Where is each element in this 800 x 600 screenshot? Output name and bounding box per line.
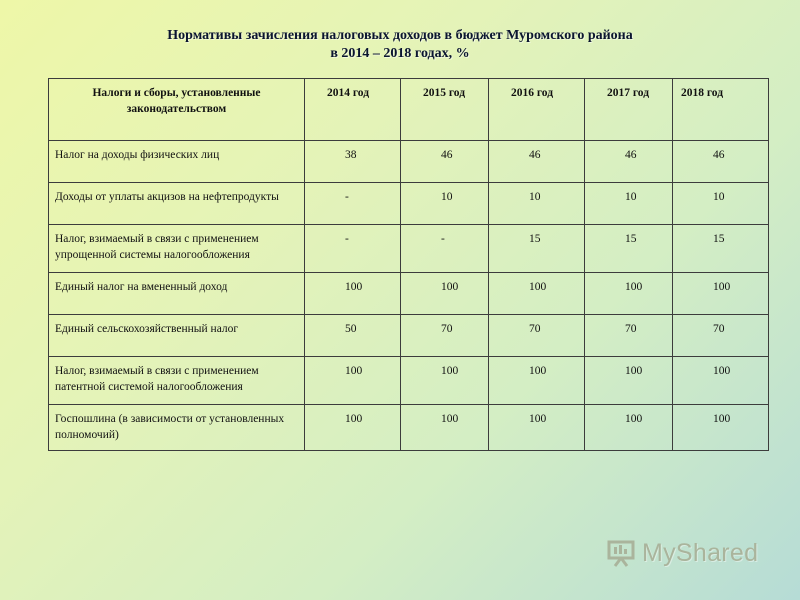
row-name: Госпошлина (в зависимости от установленных полномочий): [49, 405, 305, 451]
cell-value: 100: [585, 273, 673, 315]
page-title: [0, 27, 800, 63]
cell-value: 100: [673, 357, 769, 405]
row-name: Доходы от уплаты акцизов на нефтепродукты: [49, 183, 305, 225]
header-year-2015: 2015 год: [401, 79, 489, 141]
cell-value: -: [401, 225, 489, 273]
row-name: Налог, взимаемый в связи с применением патентной системой налогообложения: [49, 357, 305, 405]
cell-value: 100: [401, 273, 489, 315]
tax-norms-table: [48, 78, 769, 451]
cell-value: 70: [585, 315, 673, 357]
cell-value: 15: [673, 225, 769, 273]
cell-value: 100: [401, 405, 489, 451]
header-taxes: Налоги и сборы, установленные законодательством: [49, 79, 305, 141]
cell-value: 100: [489, 357, 585, 405]
table-row: [49, 273, 769, 315]
header-year-2014: 2014 год: [305, 79, 401, 141]
row-name: Единый налог на вмененный доход: [49, 273, 305, 315]
table-row: [49, 357, 769, 405]
table-row: [49, 315, 769, 357]
watermark-text: MyShared: [642, 538, 759, 567]
cell-value: 100: [305, 357, 401, 405]
cell-value: 100: [401, 357, 489, 405]
cell-value: 10: [673, 183, 769, 225]
cell-value: 100: [673, 405, 769, 451]
cell-value: 46: [401, 141, 489, 183]
header-year-2017: 2017 год: [585, 79, 673, 141]
cell-value: 10: [585, 183, 673, 225]
presentation-board-icon: [606, 538, 636, 568]
cell-value: 50: [305, 315, 401, 357]
title-line-2: в 2014 – 2018 годах, %: [330, 46, 470, 61]
table-header-row: [49, 79, 769, 141]
header-year-2018: 2018 год: [673, 79, 769, 141]
cell-value: 46: [489, 141, 585, 183]
cell-value: 38: [305, 141, 401, 183]
cell-value: 100: [585, 405, 673, 451]
cell-value: 70: [489, 315, 585, 357]
table-row: [49, 183, 769, 225]
table-row: [49, 225, 769, 273]
cell-value: 46: [673, 141, 769, 183]
myshared-watermark[interactable]: [606, 535, 758, 571]
title-line-1: Нормативы зачисления налоговых доходов в бюджет Муромского района: [167, 28, 633, 43]
cell-value: 70: [401, 315, 489, 357]
cell-value: -: [305, 183, 401, 225]
cell-value: 100: [489, 405, 585, 451]
cell-value: 100: [585, 357, 673, 405]
cell-value: 100: [305, 273, 401, 315]
cell-value: 10: [489, 183, 585, 225]
table-row: [49, 405, 769, 451]
cell-value: 15: [489, 225, 585, 273]
cell-value: 70: [673, 315, 769, 357]
row-name: Налог, взимаемый в связи с применением упрощенной системы налогообложения: [49, 225, 305, 273]
cell-value: -: [305, 225, 401, 273]
header-year-2016: 2016 год: [489, 79, 585, 141]
table-row: [49, 141, 769, 183]
cell-value: 100: [305, 405, 401, 451]
cell-value: 15: [585, 225, 673, 273]
cell-value: 10: [401, 183, 489, 225]
row-name: Единый сельскохозяйственный налог: [49, 315, 305, 357]
row-name: Налог на доходы физических лиц: [49, 141, 305, 183]
cell-value: 100: [673, 273, 769, 315]
cell-value: 46: [585, 141, 673, 183]
cell-value: 100: [489, 273, 585, 315]
